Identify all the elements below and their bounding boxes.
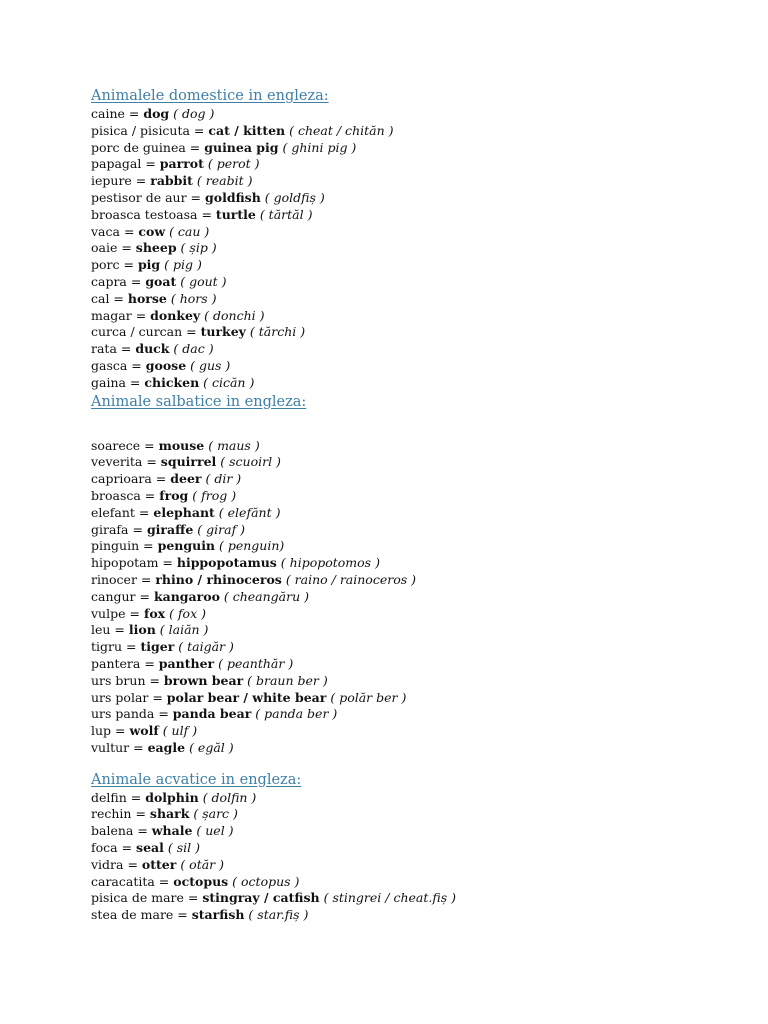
vocabulary-entry <box>91 890 751 907</box>
english-word: pig <box>137 257 161 273</box>
romanian-word: tigru = <box>91 639 141 655</box>
pronunciation: ( dolfin ) <box>198 789 257 805</box>
romanian-word: rata = <box>91 341 136 357</box>
english-word: duck <box>135 341 170 357</box>
romanian-word: soarece = <box>91 437 159 453</box>
romanian-word: stea de mare = <box>91 907 192 923</box>
vocabulary-entry <box>91 140 751 157</box>
english-word: wolf <box>129 723 159 739</box>
pronunciation: ( fox ) <box>165 605 206 621</box>
document-page <box>91 86 751 924</box>
pronunciation: ( cheat / chităn ) <box>285 122 394 138</box>
vocabulary-entry <box>91 706 751 723</box>
romanian-word: iepure = <box>91 173 151 189</box>
section-aquatic <box>91 770 751 924</box>
vocabulary-entry <box>91 190 751 207</box>
english-word: eagle <box>147 739 186 755</box>
pronunciation: ( otăr ) <box>176 856 225 872</box>
pronunciation: ( braun ber ) <box>243 672 328 688</box>
romanian-word: papagal = <box>91 156 160 172</box>
pronunciation: ( hipopotomos ) <box>276 555 380 571</box>
romanian-word: leu = <box>91 622 129 638</box>
vocabulary-entry <box>91 690 751 707</box>
english-word: frog <box>159 487 189 503</box>
vocabulary-entry <box>91 240 751 257</box>
vocabulary-entry <box>91 740 751 757</box>
romanian-word: foca = <box>91 840 137 856</box>
english-word: guinea pig <box>204 139 279 155</box>
pronunciation: ( elefănt ) <box>214 504 281 520</box>
pronunciation: ( laiăn ) <box>155 622 209 638</box>
romanian-word: urs panda = <box>91 706 173 722</box>
english-word: cat / kitten <box>208 122 286 138</box>
english-word: lion <box>128 622 156 638</box>
romanian-word: capra = <box>91 273 146 289</box>
vocabulary-entry <box>91 656 751 673</box>
english-word: shark <box>149 806 190 822</box>
english-word: polar bear / white bear <box>166 689 327 705</box>
romanian-word: pestisor de aur = <box>91 189 205 205</box>
pronunciation: ( raino / rainoceros ) <box>281 571 416 587</box>
romanian-word: delfin = <box>91 789 146 805</box>
vocabulary-entry <box>91 358 751 375</box>
vocabulary-entry <box>91 555 751 572</box>
pronunciation: ( cheangăru ) <box>219 588 310 604</box>
english-word: mouse <box>158 437 205 453</box>
vocabulary-entry <box>91 106 751 123</box>
english-word: horse <box>127 290 167 306</box>
english-word: goldfish <box>205 189 261 205</box>
romanian-word: oaie = <box>91 240 136 256</box>
vocabulary-entry <box>91 538 751 555</box>
spacer <box>91 757 751 770</box>
pronunciation: ( ulf ) <box>158 723 198 739</box>
romanian-word: vaca = <box>91 223 139 239</box>
vocabulary-entry <box>91 505 751 522</box>
english-word: giraffe <box>146 521 194 537</box>
romanian-word: magar = <box>91 307 151 323</box>
english-word: stingray / catfish <box>202 890 320 906</box>
romanian-word: rinocer = <box>91 571 156 587</box>
english-word: fox <box>143 605 166 621</box>
vocabulary-entry <box>91 156 751 173</box>
section-heading: Animalele domestice in engleza: <box>91 88 329 104</box>
pronunciation: ( șip ) <box>176 240 217 256</box>
english-word: sheep <box>135 240 177 256</box>
vocabulary-entry <box>91 907 751 924</box>
romanian-word: urs polar = <box>91 689 167 705</box>
english-word: donkey <box>150 307 201 323</box>
vocabulary-entry <box>91 857 751 874</box>
english-word: panther <box>158 655 215 671</box>
vocabulary-entry <box>91 572 751 589</box>
english-word: parrot <box>159 156 204 172</box>
romanian-word: pisica / pisicuta = <box>91 122 209 138</box>
pronunciation: ( șarc ) <box>189 806 238 822</box>
section-domestic <box>91 86 751 392</box>
romanian-word: vultur = <box>91 739 148 755</box>
vocabulary-entry <box>91 291 751 308</box>
pronunciation: ( polăr ber ) <box>326 689 407 705</box>
pronunciation: ( giraf ) <box>193 521 246 537</box>
english-word: dolphin <box>145 789 199 805</box>
romanian-word: lup = <box>91 723 130 739</box>
english-word: goose <box>145 357 187 373</box>
romanian-word: porc = <box>91 257 138 273</box>
pronunciation: ( hors ) <box>166 290 217 306</box>
entry-list <box>91 106 751 392</box>
section-wild <box>91 392 751 757</box>
romanian-word: veverita = <box>91 454 161 470</box>
romanian-word: urs brun = <box>91 672 164 688</box>
vocabulary-entry <box>91 673 751 690</box>
romanian-word: cal = <box>91 290 128 306</box>
romanian-word: curca / curcan = <box>91 324 201 340</box>
vocabulary-entry <box>91 488 751 505</box>
english-word: cow <box>138 223 166 239</box>
english-word: turkey <box>200 324 246 340</box>
spacer <box>91 412 751 438</box>
pronunciation: ( uel ) <box>192 823 234 839</box>
romanian-word: porc de guinea = <box>91 139 205 155</box>
pronunciation: ( octopus ) <box>228 873 300 889</box>
pronunciation: ( cicăn ) <box>199 374 255 390</box>
english-word: goat <box>145 273 177 289</box>
english-word: turtle <box>215 206 256 222</box>
romanian-word: hipopotam = <box>91 555 177 571</box>
pronunciation: ( dir ) <box>201 471 242 487</box>
english-word: deer <box>170 471 202 487</box>
vocabulary-entry <box>91 723 751 740</box>
english-word: otter <box>141 856 177 872</box>
vocabulary-entry <box>91 308 751 325</box>
vocabulary-entry <box>91 341 751 358</box>
romanian-word: pisica de mare = <box>91 890 203 906</box>
english-word: penguin <box>157 538 216 554</box>
vocabulary-entry <box>91 375 751 392</box>
vocabulary-entry <box>91 589 751 606</box>
pronunciation: ( donchi ) <box>200 307 265 323</box>
english-word: octopus <box>173 873 229 889</box>
pronunciation: ( goldfiș ) <box>260 189 325 205</box>
vocabulary-entry <box>91 522 751 539</box>
romanian-word: gasca = <box>91 357 146 373</box>
vocabulary-entry <box>91 257 751 274</box>
vocabulary-entry <box>91 454 751 471</box>
vocabulary-entry <box>91 274 751 291</box>
romanian-word: pantera = <box>91 655 159 671</box>
vocabulary-entry <box>91 840 751 857</box>
english-word: tiger <box>140 639 175 655</box>
romanian-word: rechin = <box>91 806 150 822</box>
pronunciation: ( tărtăl ) <box>255 206 313 222</box>
pronunciation: ( perot ) <box>203 156 260 172</box>
english-word: starfish <box>191 907 245 923</box>
vocabulary-entry <box>91 438 751 455</box>
pronunciation: ( reabit ) <box>192 173 253 189</box>
section-heading: Animale salbatice in engleza: <box>91 393 307 410</box>
english-word: seal <box>136 840 164 856</box>
vocabulary-entry <box>91 606 751 623</box>
english-word: elephant <box>153 504 215 520</box>
pronunciation: ( dac ) <box>169 341 214 357</box>
vocabulary-entry <box>91 123 751 140</box>
pronunciation: ( scuoirl ) <box>216 454 281 470</box>
english-word: whale <box>151 823 193 839</box>
vocabulary-entry <box>91 207 751 224</box>
romanian-word: elefant = <box>91 504 154 520</box>
vocabulary-entry <box>91 471 751 488</box>
english-word: panda bear <box>172 706 252 722</box>
english-word: rabbit <box>150 173 193 189</box>
pronunciation: ( gus ) <box>186 357 231 373</box>
pronunciation: ( cau ) <box>165 223 210 239</box>
english-word: squirrel <box>160 454 217 470</box>
english-word: chicken <box>144 374 200 390</box>
pronunciation: ( ghini pig ) <box>278 139 357 155</box>
romanian-word: cangur = <box>91 588 154 604</box>
pronunciation: ( egăl ) <box>185 739 234 755</box>
romanian-word: pinguin = <box>91 538 158 554</box>
romanian-word: caprioara = <box>91 471 171 487</box>
english-word: brown bear <box>163 672 244 688</box>
romanian-word: caracatita = <box>91 873 174 889</box>
entry-list <box>91 790 751 924</box>
pronunciation: ( sil ) <box>163 840 200 856</box>
romanian-word: gaina = <box>91 374 145 390</box>
vocabulary-entry <box>91 224 751 241</box>
english-word: rhino / rhinoceros <box>155 571 282 587</box>
romanian-word: balena = <box>91 823 152 839</box>
vocabulary-entry <box>91 324 751 341</box>
pronunciation: ( star.fiș ) <box>244 907 309 923</box>
pronunciation: ( peanthăr ) <box>214 655 294 671</box>
vocabulary-entry <box>91 639 751 656</box>
pronunciation: ( panda ber ) <box>251 706 338 722</box>
romanian-word: broasca = <box>91 487 160 503</box>
vocabulary-entry <box>91 806 751 823</box>
romanian-word: vidra = <box>91 856 142 872</box>
english-word: dog <box>143 106 170 121</box>
english-word: kangaroo <box>153 588 220 604</box>
section-heading: Animale acvatice in engleza: <box>91 771 302 788</box>
romanian-word: girafa = <box>91 521 147 537</box>
romanian-word: vulpe = <box>91 605 144 621</box>
english-word: hippopotamus <box>176 555 277 571</box>
pronunciation: ( gout ) <box>176 273 227 289</box>
pronunciation: ( taigăr ) <box>174 639 234 655</box>
vocabulary-entry <box>91 823 751 840</box>
pronunciation: ( stingrei / cheat.fiș ) <box>319 890 456 906</box>
entry-list <box>91 438 751 757</box>
romanian-word: broasca testoasa = <box>91 206 216 222</box>
pronunciation: ( tărchi ) <box>245 324 306 340</box>
pronunciation: ( dog ) <box>169 106 215 121</box>
vocabulary-entry <box>91 622 751 639</box>
vocabulary-entry <box>91 874 751 891</box>
pronunciation: ( pig ) <box>160 257 202 273</box>
vocabulary-entry <box>91 790 751 807</box>
pronunciation: ( frog ) <box>188 487 237 503</box>
romanian-word: caine = <box>91 106 144 121</box>
vocabulary-entry <box>91 173 751 190</box>
pronunciation: ( maus ) <box>204 437 260 453</box>
pronunciation: ( penguin) <box>215 538 285 554</box>
